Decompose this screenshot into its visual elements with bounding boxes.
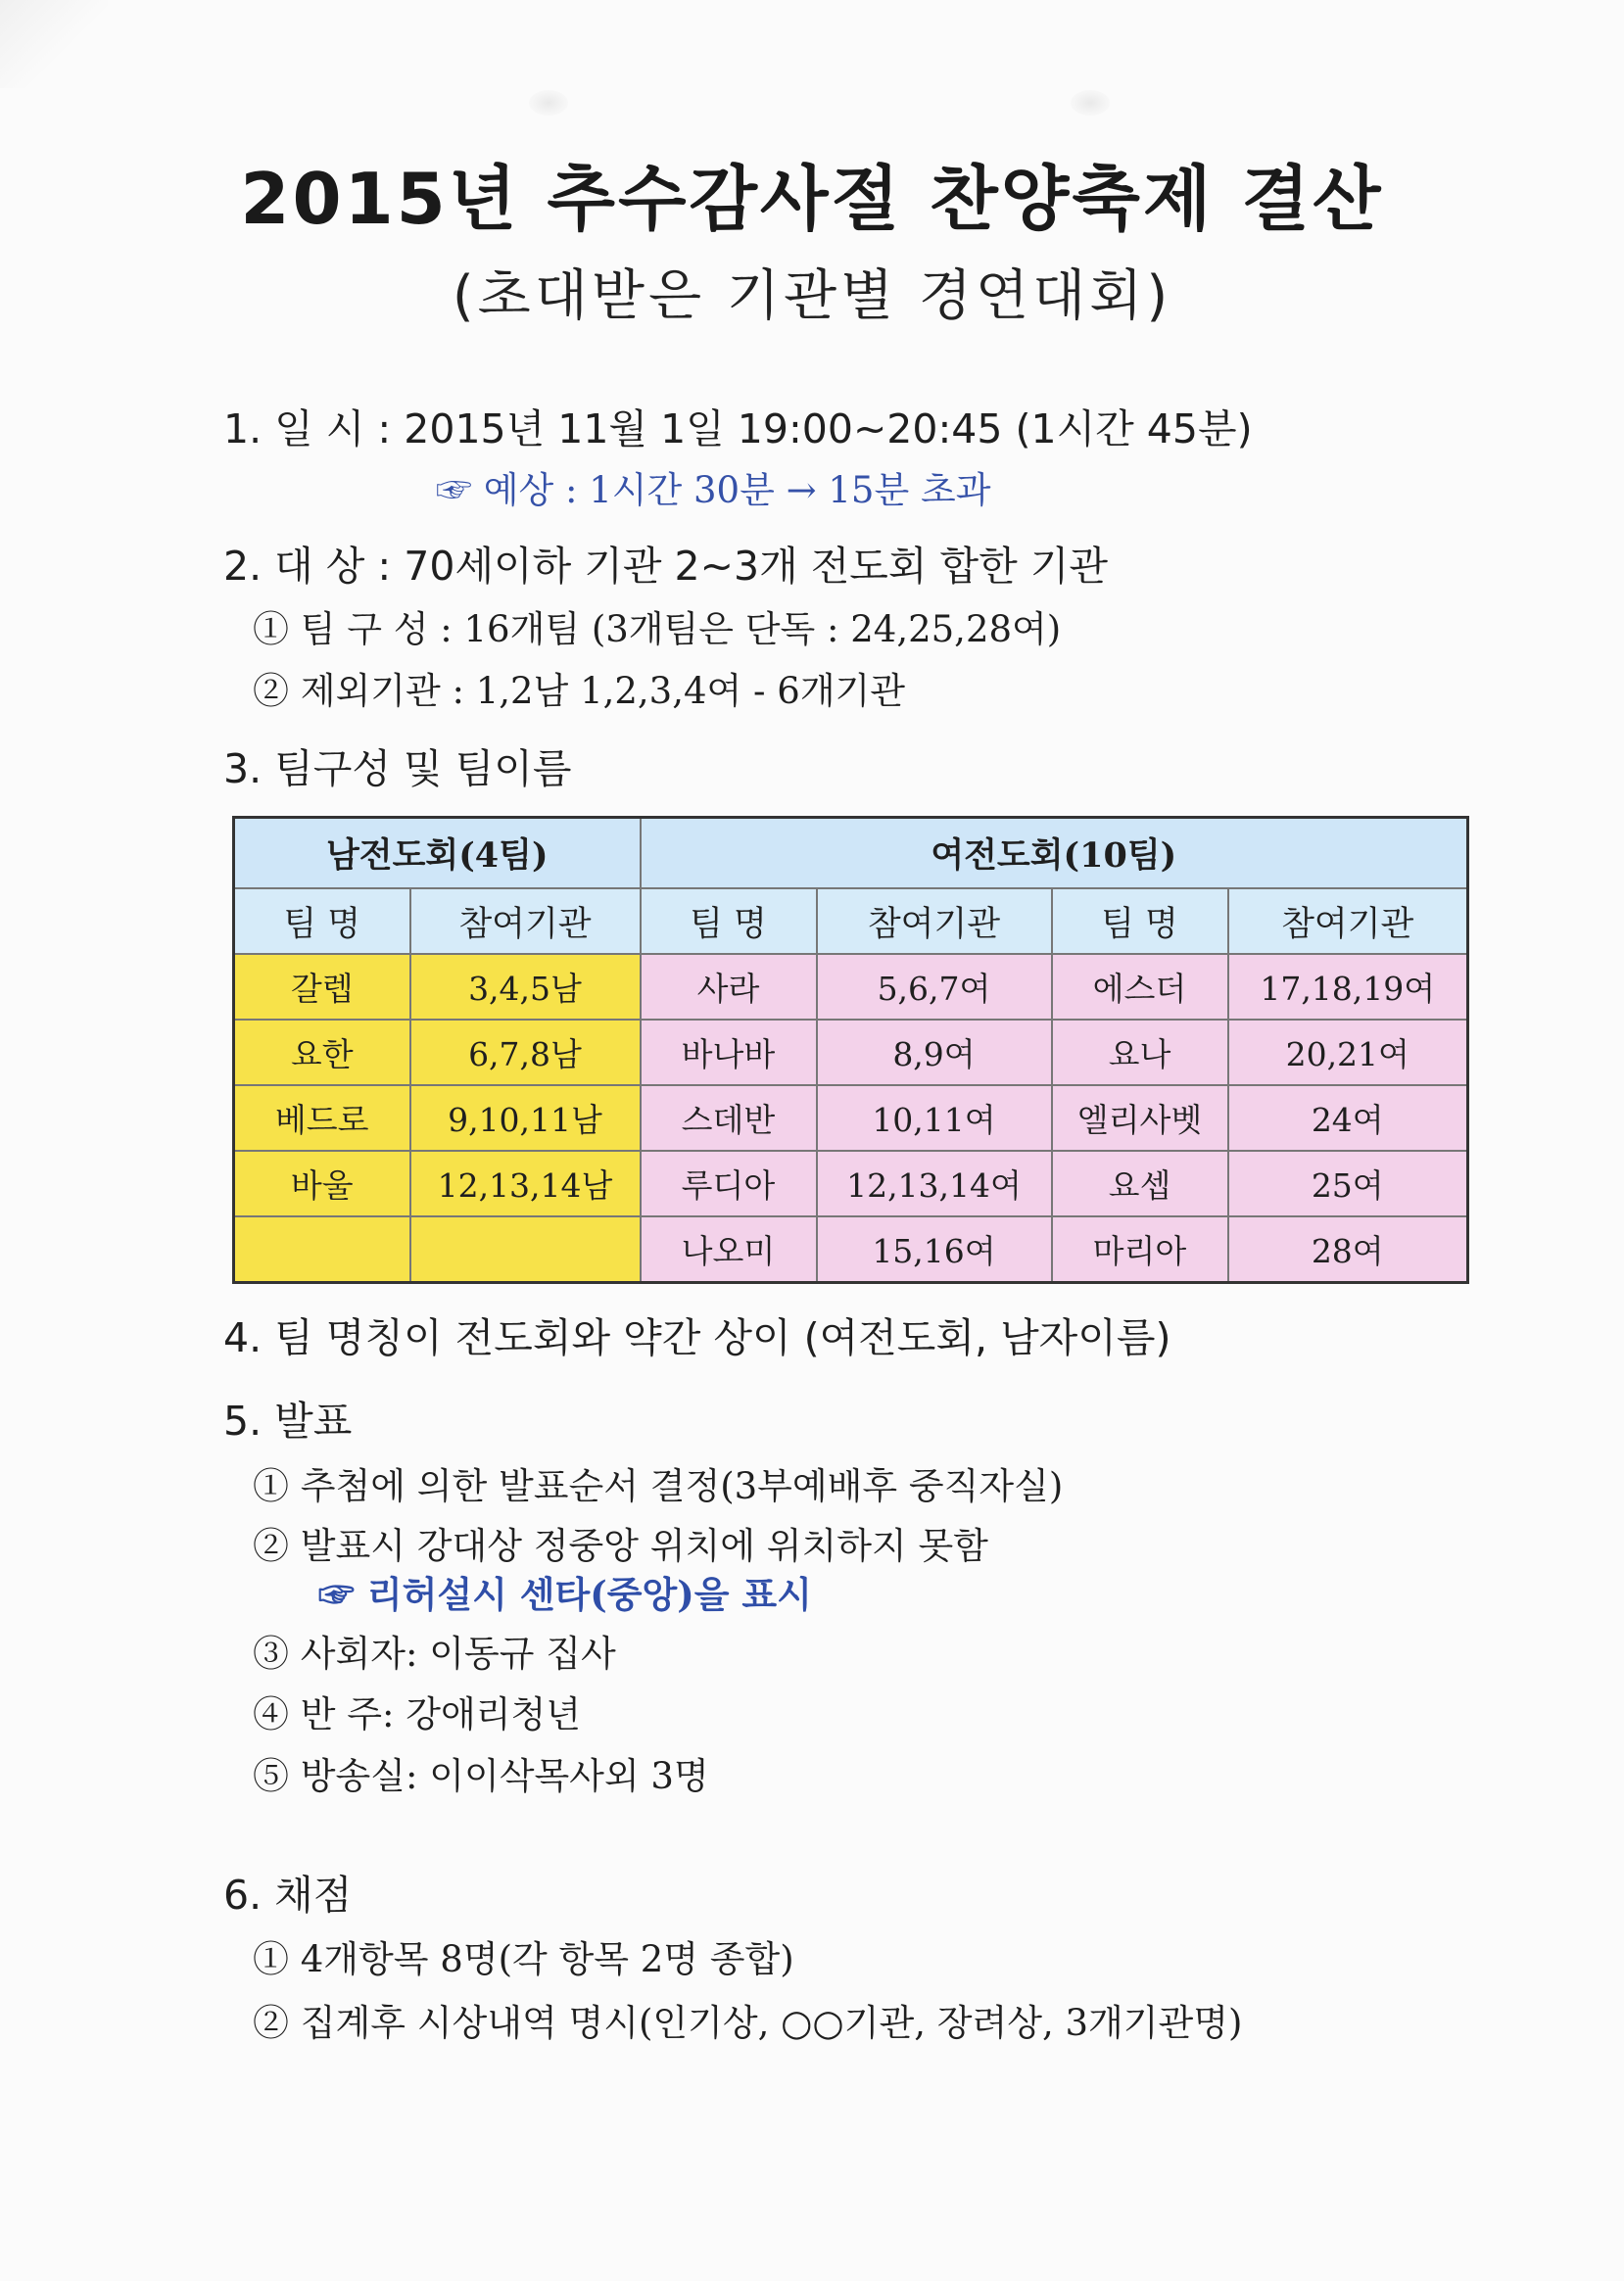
men-group-header: 남전도회(4팀) — [234, 818, 641, 889]
team-table — [232, 816, 1469, 1284]
men-team-cell — [234, 1216, 410, 1283]
section-6-heading: 6. 채점 — [223, 1872, 353, 1919]
section-5-item-5: ⑤ 방송실: 이이삭목사외 3명 — [253, 1755, 709, 1797]
women-org-cell: 15,16여 — [817, 1216, 1052, 1283]
col-header-org: 참여기관 — [1228, 888, 1468, 954]
men-team-cell: 베드로 — [234, 1085, 410, 1151]
col-header-org: 참여기관 — [817, 888, 1052, 954]
women-org-cell: 24여 — [1228, 1085, 1468, 1151]
women-team-cell: 바나바 — [641, 1020, 817, 1085]
men-org-cell: 12,13,14남 — [410, 1151, 641, 1216]
col-header-team: 팀 명 — [234, 888, 410, 954]
section-2-item-2: ② 제외기관 : 1,2남 1,2,3,4여 - 6개기관 — [253, 670, 906, 712]
table-row — [234, 1020, 1468, 1085]
men-org-cell: 9,10,11남 — [410, 1085, 641, 1151]
women-group-header: 여전도회(10팀) — [641, 818, 1468, 889]
document-title: 2015년 추수감사절 찬양축제 결산 — [240, 158, 1384, 240]
women-team-cell: 요셉 — [1052, 1151, 1228, 1216]
women-team-cell: 사라 — [641, 954, 817, 1020]
section-2-item-1: ① 팀 구 성 : 16개팀 (3개팀은 단독 : 24,25,28여) — [253, 608, 1062, 650]
section-5-note: ☞ 리허설시 센타(중앙)을 표시 — [318, 1573, 812, 1616]
table-row — [234, 1216, 1468, 1283]
document-subtitle: (초대받은 기관별 경연대회) — [452, 264, 1172, 328]
women-team-cell: 엘리사벳 — [1052, 1085, 1228, 1151]
section-4-heading: 4. 팀 명칭이 전도회와 약간 상이 (여전도회, 남자이름) — [223, 1314, 1171, 1361]
men-org-cell — [410, 1216, 641, 1283]
section-5-item-3: ③ 사회자: 이동규 집사 — [253, 1633, 616, 1675]
table-row — [234, 1151, 1468, 1216]
section-2-heading: 2. 대 상 : 70세이하 기관 2~3개 전도회 합한 기관 — [223, 543, 1109, 590]
table-row — [234, 954, 1468, 1020]
women-team-cell: 마리아 — [1052, 1216, 1228, 1283]
folded-corner — [0, 0, 108, 88]
women-team-cell: 요나 — [1052, 1020, 1228, 1085]
col-header-org: 참여기관 — [410, 888, 641, 954]
section-6-item-1: ① 4개항목 8명(각 항목 2명 종합) — [253, 1938, 794, 1980]
table-row — [234, 1085, 1468, 1151]
section-5-heading: 5. 발표 — [223, 1398, 353, 1445]
women-org-cell: 8,9여 — [817, 1020, 1052, 1085]
section-6-item-2: ② 집계후 시상내역 명시(인기상, ○○기관, 장려상, 3개기관명) — [253, 2002, 1243, 2044]
section-5-item-1: ① 추첨에 의한 발표순서 결정(3부예배후 중직자실) — [253, 1465, 1064, 1507]
section-1-note: ☞ 예상 : 1시간 30분 → 15분 초과 — [436, 469, 991, 511]
section-1-heading: 1. 일 시 : 2015년 11월 1일 19:00~20:45 (1시간 45분) — [223, 405, 1253, 452]
women-org-cell: 17,18,19여 — [1228, 954, 1468, 1020]
women-team-cell: 스데반 — [641, 1085, 817, 1151]
punch-hole-left — [529, 90, 568, 116]
men-team-cell: 바울 — [234, 1151, 410, 1216]
section-5-item-2: ② 발표시 강대상 정중앙 위치에 위치하지 못함 — [253, 1525, 988, 1567]
men-team-cell: 갈렙 — [234, 954, 410, 1020]
women-org-cell: 10,11여 — [817, 1085, 1052, 1151]
section-3-heading: 3. 팀구성 및 팀이름 — [223, 745, 572, 792]
men-team-cell: 요한 — [234, 1020, 410, 1085]
men-org-cell: 3,4,5남 — [410, 954, 641, 1020]
col-header-team: 팀 명 — [641, 888, 817, 954]
punch-hole-right — [1071, 90, 1110, 116]
col-header-team: 팀 명 — [1052, 888, 1228, 954]
women-team-cell: 나오미 — [641, 1216, 817, 1283]
women-team-cell: 에스더 — [1052, 954, 1228, 1020]
women-org-cell: 25여 — [1228, 1151, 1468, 1216]
women-org-cell: 28여 — [1228, 1216, 1468, 1283]
women-org-cell: 20,21여 — [1228, 1020, 1468, 1085]
women-org-cell: 5,6,7여 — [817, 954, 1052, 1020]
women-team-cell: 루디아 — [641, 1151, 817, 1216]
women-org-cell: 12,13,14여 — [817, 1151, 1052, 1216]
men-org-cell: 6,7,8남 — [410, 1020, 641, 1085]
section-5-item-4: ④ 반 주: 강애리청년 — [253, 1693, 581, 1735]
